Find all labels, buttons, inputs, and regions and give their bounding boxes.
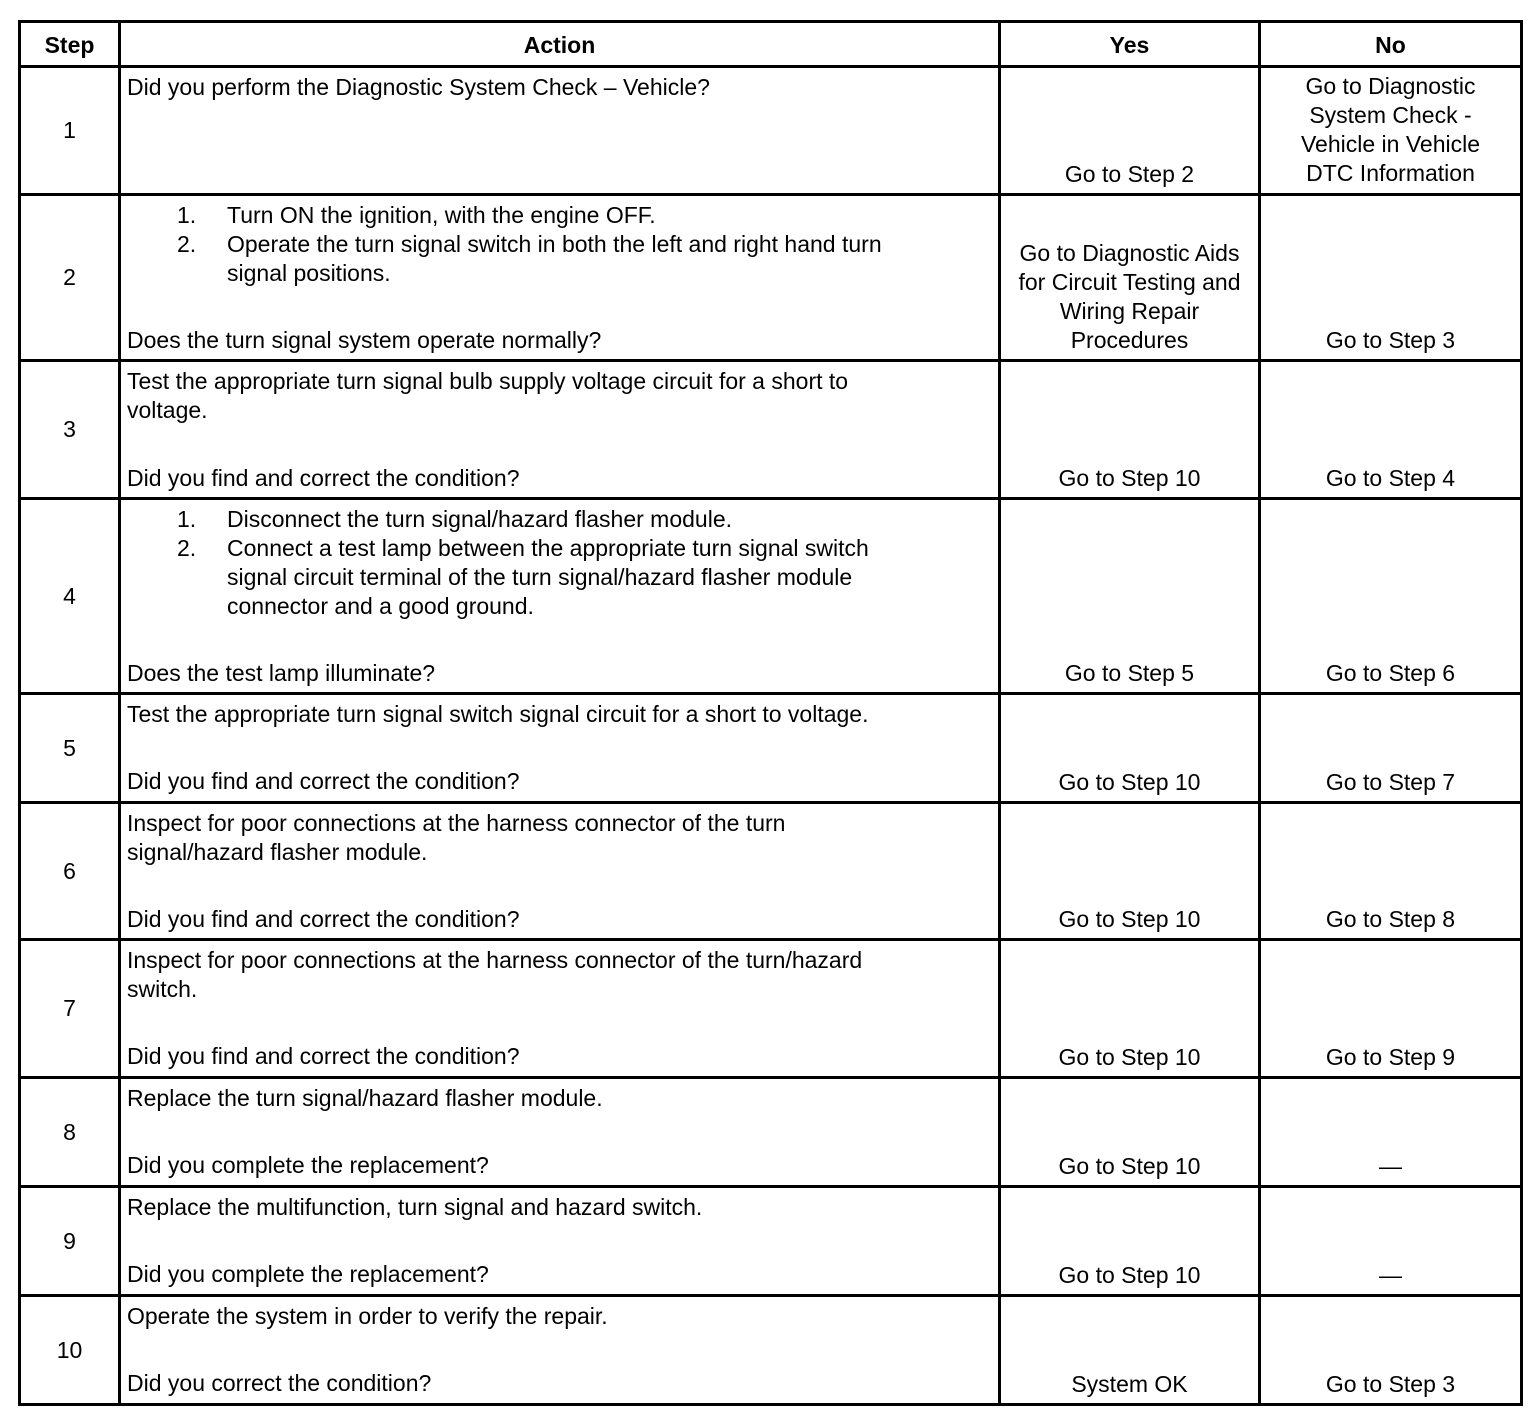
- action-list-item: [127, 201, 992, 230]
- header-row: [20, 22, 1522, 67]
- step-number: 5: [20, 694, 120, 803]
- step-number: 2: [20, 195, 120, 361]
- table-row: [20, 1187, 1522, 1296]
- action-cell: [120, 361, 1000, 499]
- yes-cell: Go to Diagnostic Aids for Circuit Testing and Wiring Repair Procedures: [1000, 195, 1260, 361]
- header-action: Action: [120, 22, 1000, 67]
- yes-cell: Go to Step 10: [1000, 1078, 1260, 1187]
- no-cell: Go to Step 3: [1260, 1296, 1522, 1405]
- header-no: No: [1260, 22, 1522, 67]
- no-cell: Go to Step 7: [1260, 694, 1522, 803]
- item-number: 1.: [177, 202, 197, 228]
- action-cell: [120, 694, 1000, 803]
- table-row: [20, 803, 1522, 940]
- action-list: [127, 201, 992, 288]
- action-list: [127, 505, 992, 621]
- table-row: [20, 67, 1522, 195]
- item-text: Disconnect the turn signal/hazard flasher module.: [227, 506, 733, 532]
- action-cell: [120, 195, 1000, 361]
- action-question: Did you find and correct the condition?: [127, 465, 520, 491]
- action-cell: [120, 940, 1000, 1078]
- yes-cell: Go to Step 5: [1000, 499, 1260, 694]
- step-number: 1: [20, 67, 120, 195]
- step-number: 6: [20, 803, 120, 940]
- action-question: Did you complete the replacement?: [127, 1261, 489, 1287]
- yes-cell: Go to Step 10: [1000, 1187, 1260, 1296]
- action-text: Test the appropriate turn signal bulb supply voltage circuit for a short to voltage.: [127, 368, 849, 423]
- action-question: Did you find and correct the condition?: [127, 906, 520, 932]
- step-number: 10: [20, 1296, 120, 1405]
- table-row: [20, 1296, 1522, 1405]
- no-cell: —: [1260, 1187, 1522, 1296]
- action-list-item: [127, 230, 992, 288]
- yes-cell: Go to Step 10: [1000, 803, 1260, 940]
- item-text: Turn ON the ignition, with the engine OFF.: [227, 202, 656, 228]
- action-question: Did you complete the replacement?: [127, 1152, 489, 1178]
- action-text: Inspect for poor connections at the harness connector of the turn/hazard switch.: [127, 947, 863, 1002]
- action-question: Does the test lamp illuminate?: [127, 660, 436, 686]
- action-question: Did you find and correct the condition?: [127, 768, 520, 794]
- action-list-item: [127, 505, 992, 534]
- action-question: Does the turn signal system operate normally?: [127, 327, 602, 353]
- item-text: Operate the turn signal switch in both the left and right hand turn signal positions.: [227, 231, 882, 286]
- yes-cell: Go to Step 2: [1000, 67, 1260, 195]
- action-question: Did you correct the condition?: [127, 1370, 432, 1396]
- no-cell: Go to Step 9: [1260, 940, 1522, 1078]
- item-text: Connect a test lamp between the appropriate turn signal switch signal circuit terminal of the turn signal/hazard flasher module connector and a good ground.: [227, 535, 869, 619]
- step-number: 8: [20, 1078, 120, 1187]
- yes-cell: System OK: [1000, 1296, 1260, 1405]
- action-text: Inspect for poor connections at the harness connector of the turn signal/hazard flasher module.: [127, 810, 786, 865]
- item-number: 1.: [177, 506, 197, 532]
- table-row: [20, 361, 1522, 499]
- table-row: [20, 694, 1522, 803]
- action-text: Did you perform the Diagnostic System Check – Vehicle?: [127, 74, 710, 100]
- action-cell: [120, 67, 1000, 195]
- yes-cell: Go to Step 10: [1000, 361, 1260, 499]
- diagnostic-table: [18, 20, 1523, 1406]
- no-cell: Go to Step 3: [1260, 195, 1522, 361]
- no-cell: Go to Diagnostic System Check - Vehicle in Vehicle DTC Information: [1260, 67, 1522, 195]
- action-cell: [120, 1187, 1000, 1296]
- step-number: 4: [20, 499, 120, 694]
- no-cell: Go to Step 8: [1260, 803, 1522, 940]
- no-cell: Go to Step 4: [1260, 361, 1522, 499]
- yes-cell: Go to Step 10: [1000, 694, 1260, 803]
- table-row: [20, 1078, 1522, 1187]
- action-cell: [120, 1296, 1000, 1405]
- action-question: Did you find and correct the condition?: [127, 1043, 520, 1069]
- action-text: Test the appropriate turn signal switch signal circuit for a short to voltage.: [127, 701, 869, 727]
- action-list-item: [127, 534, 992, 621]
- item-number: 2.: [177, 535, 197, 561]
- table-row: [20, 195, 1522, 361]
- yes-cell: Go to Step 10: [1000, 940, 1260, 1078]
- action-cell: [120, 499, 1000, 694]
- no-cell: —: [1260, 1078, 1522, 1187]
- table-row: [20, 499, 1522, 694]
- no-cell: Go to Step 6: [1260, 499, 1522, 694]
- step-number: 3: [20, 361, 120, 499]
- action-cell: [120, 1078, 1000, 1187]
- item-number: 2.: [177, 231, 197, 257]
- step-number: 7: [20, 940, 120, 1078]
- action-cell: [120, 803, 1000, 940]
- action-text: Operate the system in order to verify the repair.: [127, 1303, 608, 1329]
- step-number: 9: [20, 1187, 120, 1296]
- table-row: [20, 940, 1522, 1078]
- action-text: Replace the turn signal/hazard flasher module.: [127, 1085, 603, 1111]
- header-step: Step: [20, 22, 120, 67]
- action-text: Replace the multifunction, turn signal and hazard switch.: [127, 1194, 703, 1220]
- header-yes: Yes: [1000, 22, 1260, 67]
